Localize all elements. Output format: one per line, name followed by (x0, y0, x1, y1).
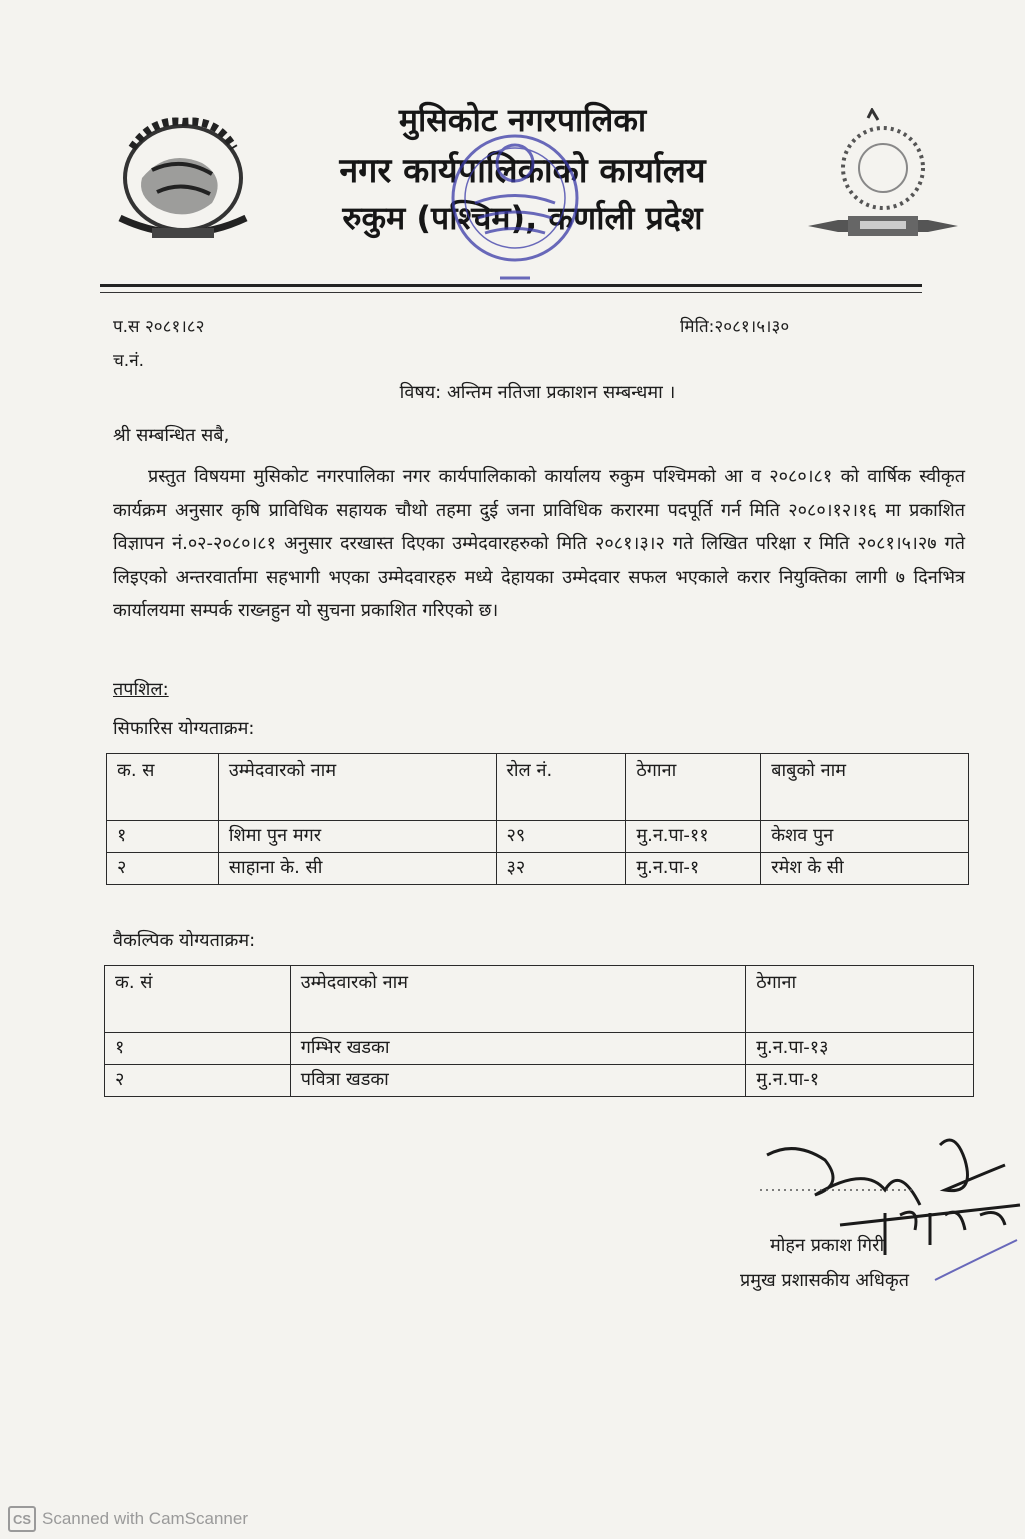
camscanner-icon: CS (8, 1506, 36, 1532)
office-name: नगर कार्यपालिकाको कार्यालय (339, 151, 706, 191)
column-header: ठेगाना (746, 966, 974, 1033)
municipality-name: मुसिकोट नगरपालिका (398, 101, 647, 139)
table-header-row (107, 754, 969, 821)
table-cell: २ (105, 1065, 291, 1097)
table-cell: मु.न.पा-१ (626, 853, 761, 885)
column-header: बाबुको नाम (761, 754, 969, 821)
letter-date: मिति:२०८१।५।३० (680, 317, 790, 337)
table-cell: साहाना के. सी (218, 853, 496, 885)
recommended-candidates-table (106, 753, 969, 885)
handwritten-signature (755, 1135, 1025, 1285)
alternative-list-label: वैकल्पिक योग्यताक्रम: (113, 930, 256, 951)
table-cell: मु.न.पा-१ (746, 1065, 974, 1097)
table-row (107, 853, 969, 885)
table-cell: मु.न.पा-१३ (746, 1033, 974, 1065)
signatory-title: प्रमुख प्रशासकीय अधिकृत (740, 1270, 909, 1291)
table-row (105, 1033, 974, 1065)
column-header: क. स (107, 754, 219, 821)
column-header: उम्मेदवारको नाम (290, 966, 745, 1033)
letter-subject: विषय: अन्तिम नतिजा प्रकाशन सम्बन्धमा । (399, 382, 676, 403)
office-address: रुकुम (पश्चिम), कर्णाली प्रदेश (342, 199, 703, 237)
header-divider-thin (100, 292, 922, 293)
table-cell: २ (107, 853, 219, 885)
table-row (107, 821, 969, 853)
alternative-candidates-table (104, 965, 974, 1097)
details-heading: तपशिल: (113, 679, 169, 700)
column-header: ठेगाना (626, 754, 761, 821)
table-cell: गम्भिर खडका (290, 1033, 745, 1065)
table-cell: पवित्रा खडका (290, 1065, 745, 1097)
table-cell: मु.न.पा-११ (626, 821, 761, 853)
table-cell: २९ (496, 821, 626, 853)
table-cell: १ (107, 821, 219, 853)
dispatch-number: च.नं. (113, 351, 145, 371)
recommended-list-label: सिफारिस योग्यताक्रम: (113, 718, 255, 739)
table-cell: केशव पुन (761, 821, 969, 853)
table-cell: रमेश के सी (761, 853, 969, 885)
column-header: रोल नं. (496, 754, 626, 821)
column-header: क. सं (105, 966, 291, 1033)
salutation: श्री सम्बन्धित सबै, (113, 425, 230, 446)
letter-number: प.स २०८१।८२ (113, 317, 205, 337)
table-header-row (105, 966, 974, 1033)
table-cell: शिमा पुन मगर (218, 821, 496, 853)
column-header: उम्मेदवारको नाम (218, 754, 496, 821)
watermark-text: Scanned with CamScanner (42, 1509, 249, 1528)
body-paragraph: प्रस्तुत विषयमा मुसिकोट नगरपालिका नगर कार्यपालिकाको कार्यालय रुकुम पश्चिमको आ व २०८०।८१ को वार्षिक स्वीकृत कार्यक्रम अनुसार कृषि प्राविधिक सहायक चौथो तहमा दुई जना प्राविधिक करारमा पदपूर्ति गर्न मिति २०८०।१२।१६ मा प्रकाशित विज्ञापन नं.०२-२०८०।८१ अनुसार दरखास्त दिएका उम्मेदवारहरुको मिति २०८१।३।२ गते लिखित परिक्षा र मिति २०८१।५।२७ गते लिइएको अन्तरवार्तामा सहभागी भएका उम्मेदवारहरु मध्ये देहायका उम्मेदवार सफल भएकाले करार नियुक्तिका लागी ७ दिनभित्र कार्यालयमा सम्पर्क राख्नहुन यो सुचना प्रकाशित गरिएको छ। (113, 466, 965, 621)
office-seal-stamp (440, 118, 590, 293)
scanner-watermark (8, 1506, 248, 1532)
table-cell: १ (105, 1033, 291, 1065)
signatory-name: मोहन प्रकाश गिरी (770, 1235, 885, 1256)
table-row (105, 1065, 974, 1097)
header-divider (100, 284, 922, 287)
table-cell: ३२ (496, 853, 626, 885)
